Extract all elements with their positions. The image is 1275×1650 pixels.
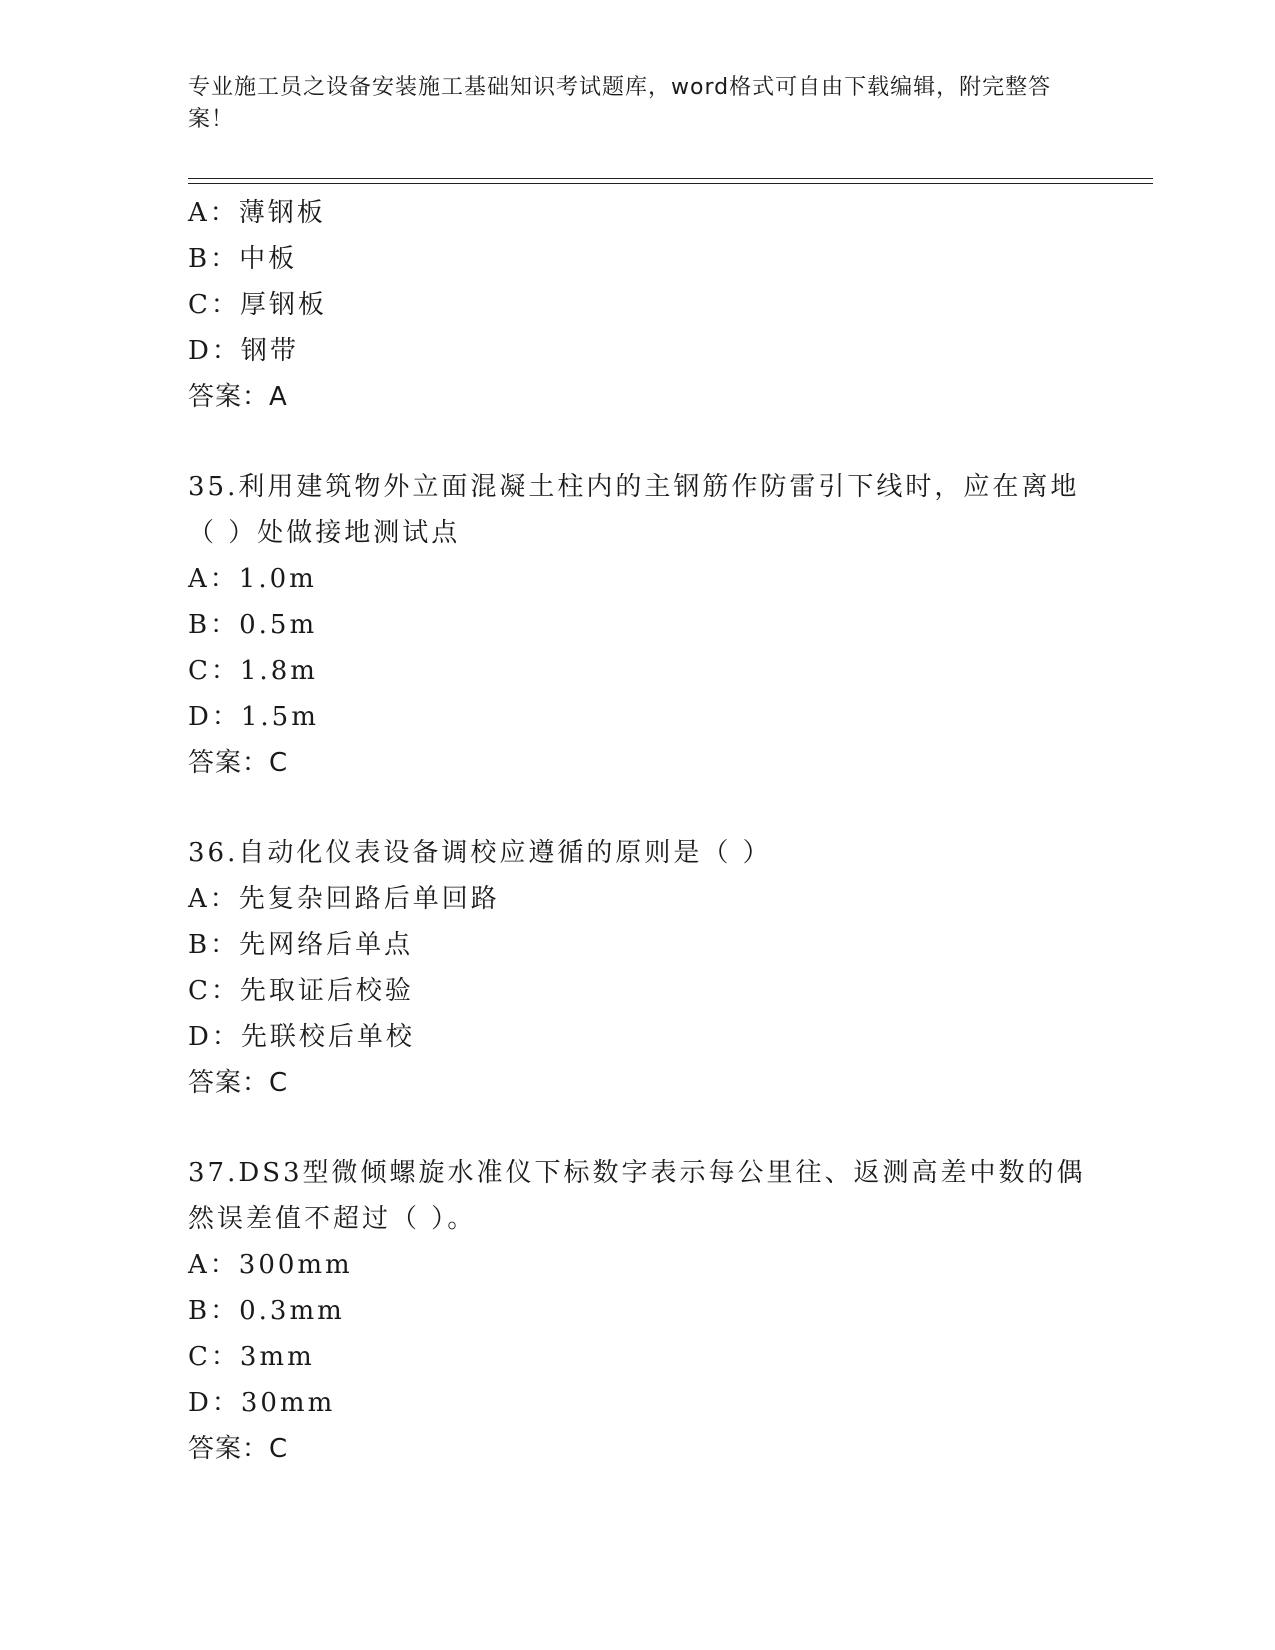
question-list [188,190,1088,1472]
option-b: B：0.3mm [188,1296,345,1326]
option-c: C：先取证后校验 [188,976,414,1006]
answer-line: 答案：C [188,748,289,778]
option-a: A：先复杂回路后单回路 [188,884,500,914]
answer-line: 答案：A [188,382,288,412]
question-text-line: 然误差值不超过（ ）。 [188,1204,477,1234]
header-divider-bottom [188,183,1153,184]
option-d: D：30mm [188,1388,336,1418]
question-block-36 [188,830,1088,1106]
option-c: C：厚钢板 [188,290,327,320]
option-d: D：先联校后单校 [188,1022,415,1052]
header-divider-top [188,178,1153,179]
question-text-line: 36.自动化仪表设备调校应遵循的原则是（ ） [188,838,772,868]
question-text-line: 37.DS3型微倾螺旋水准仪下标数字表示每公里往、返测高差中数的偶 [188,1158,1086,1188]
option-d: D：钢带 [188,336,299,366]
header-title: 专业施工员之设备安装施工基础知识考试题库，word格式可自由下载编辑，附完整答案！ [188,75,1052,132]
answer-line: 答案：C [188,1434,289,1464]
option-b: B：先网络后单点 [188,930,414,960]
question-block-37 [188,1150,1088,1472]
answer-line: 答案：C [188,1068,289,1098]
question-block-34 [188,190,1088,420]
option-b: B：0.5m [188,610,318,640]
option-b: B：中板 [188,244,298,274]
question-block-35 [188,464,1088,786]
option-c: C：1.8m [188,656,318,686]
option-a: A：1.0m [188,564,317,594]
option-c: C：3mm [188,1342,315,1372]
question-text-line: 35.利用建筑物外立面混凝土柱内的主钢筋作防雷引下线时，应在离地 [188,472,1080,502]
option-a: A：300mm [188,1250,353,1280]
option-d: D：1.5m [188,702,319,732]
option-a: A：薄钢板 [188,198,326,228]
document-header [188,72,1068,136]
question-text-line: （ ）处做接地测试点 [188,518,461,548]
